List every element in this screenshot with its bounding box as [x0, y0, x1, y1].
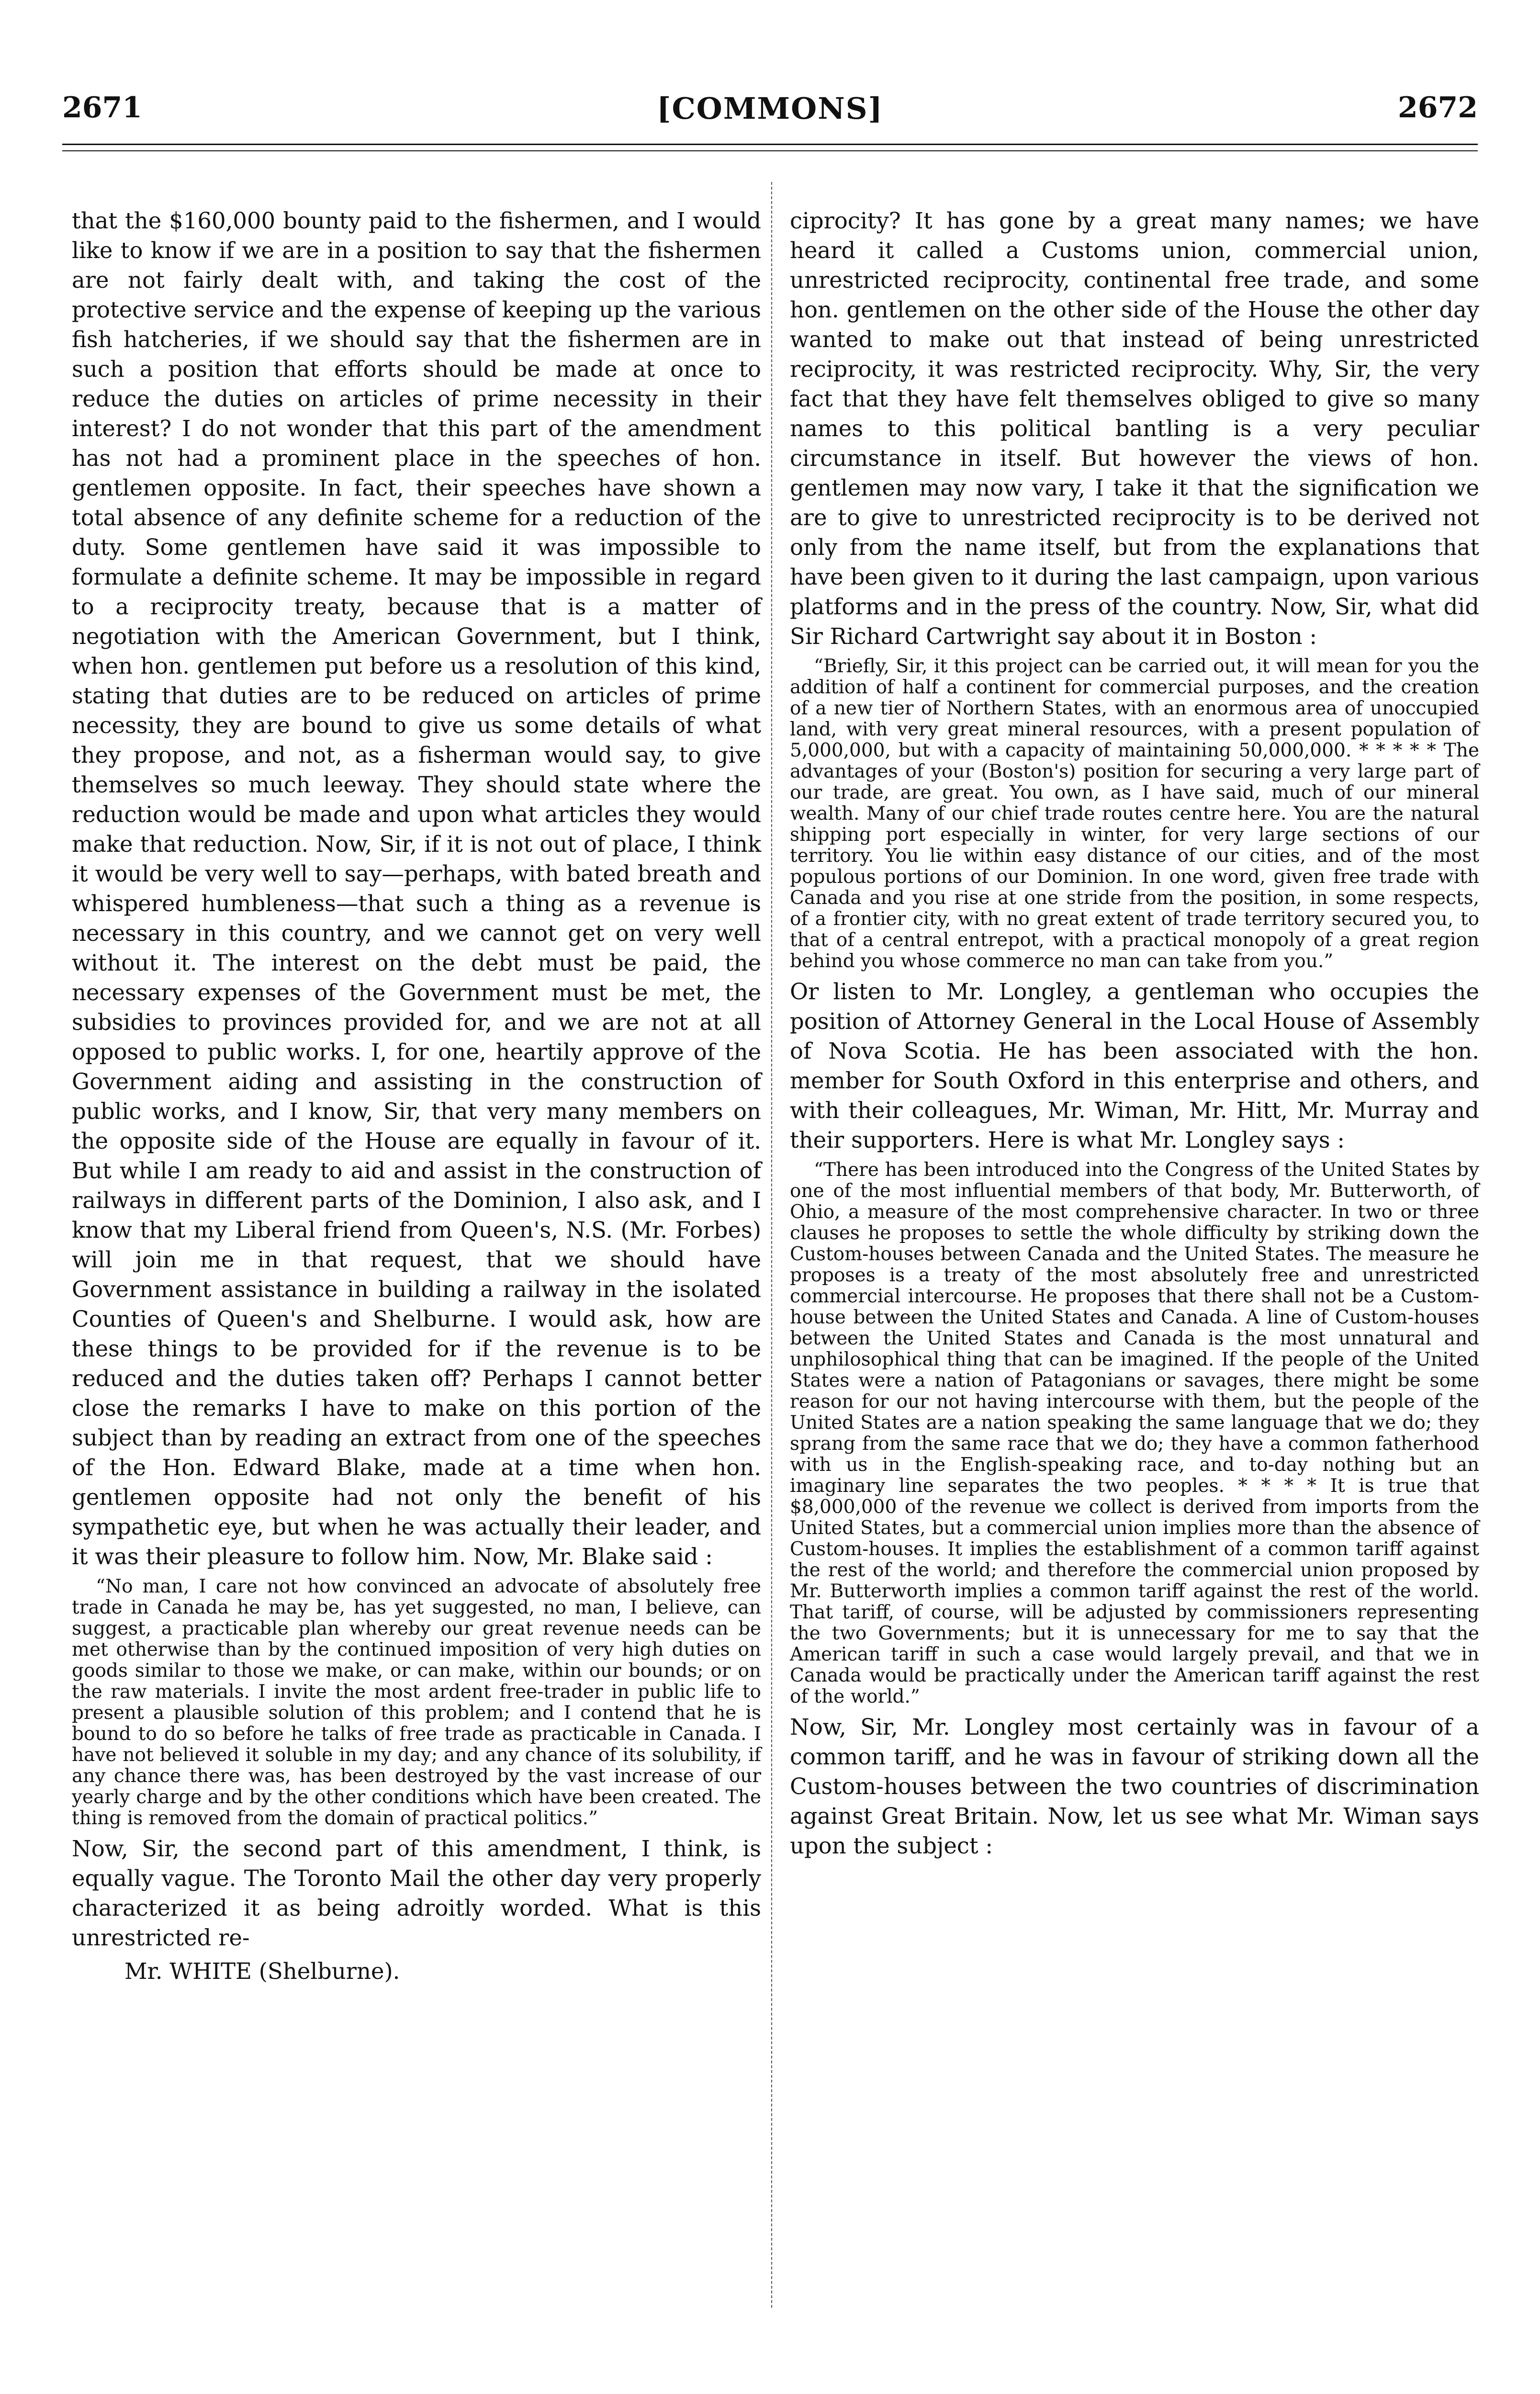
page-number-right: 2672	[1398, 91, 1478, 124]
running-title: [COMMONS]	[657, 91, 883, 126]
page-number-left: 2671	[62, 91, 142, 124]
speaker-footer: Mr. WHITE (Shelburne).	[124, 1958, 400, 1984]
page-header	[62, 91, 1478, 134]
column-divider	[771, 182, 772, 2308]
right-paragraph-2: Or listen to Mr. Longley, a gentleman who occupies the position of Attorney General in the Local House of Assembly of Nova Scotia. He has been associated with the hon. member for South Oxford in this enterprise and others, and with their colleagues, Mr. Wiman, Mr. Hitt, Mr. Murray and their supporters. Here is what Mr. Longley says :	[790, 979, 1479, 1153]
left-paragraph-2: Now, Sir, the second part of this amendment, I think, is equally vague. The Toronto Mail the other day very properly characterized it as being adroitly worded. What is this unrestricted re-	[72, 1836, 761, 1951]
header-rule-bottom	[62, 150, 1478, 151]
cartwright-quotation: “Briefly, Sir, it this project can be carried out, it will mean for you the addition of half a continent for commercial purposes, and the creation of a new tier of Northern States, with an enormous area of unoccupied land, with very great mineral resources, with a present population of 5,000,000, but with a capacity of maintaining 50,000,000. * * * * * The advantages of your (Boston's) position for securing a very large part of our trade, are great. You own, as I have said, much of our mineral wealth. Many of our chief trade routes centre here. You are the natural shipping port especially in winter, for very large sections of our territory. You lie within easy distance of our cities, and of the most populous portions of our Dominion. In one word, given free trade with Canada and you rise at one stride from the position, in some respects, of a frontier city, with no great extent of trade territory secured you, to that of a central entrepot, with a practical monopoly of a great region behind you whose commerce no man can take from you.”	[790, 655, 1479, 972]
right-paragraph-3: Now, Sir, Mr. Longley most certainly was in favour of a common tariff, and he was in favour of striking down all the Custom-houses between the two countries of discrimination against Great Britain. Now, let us see what Mr. Wiman says upon the subject :	[790, 1714, 1479, 1859]
right-column	[790, 206, 1479, 1861]
blake-quotation: “No man, I care not how convinced an advocate of absolutely free trade in Canada he may be, has yet suggested, no man, I believe, can suggest, a practicable plan whereby our great revenue needs can be met otherwise than by the continued imposition of very high duties on goods similar to those we make, or can make, within our bounds; or on the raw materials. I invite the most ardent free-trader in public life to present a plausible solution of this problem; and I contend that he is bound to do so before he talks of free trade as practicable in Canada. I have not believed it soluble in my day; and any chance of its solubility, if any chance there was, has been destroyed by the vast increase of our yearly charge and by the other conditions which have been created. The thing is removed from the domain of practical politics.”	[72, 1576, 761, 1829]
left-paragraph-1: that the $160,000 bounty paid to the fishermen, and I would like to know if we are in a position to say that the fishermen are not fairly dealt with, and taking the cost of the protective service and the expense of keeping up the various fish hatcheries, if we should say that the fishermen are in such a position that efforts should be made at once to reduce the duties on articles of prime necessity in their interest? I do not wonder that this part of the amendment has not had a prominent place in the speeches of hon. gentlemen opposite. In fact, their speeches have shown a total absence of any definite scheme for a reduction of the duty. Some gentlemen have said it was impossible to formulate a definite scheme. It may be impossible in regard to a reciprocity treaty, because that is a matter of negotiation with the American Government, but I think, when hon. gentlemen put before us a resolution of this kind, stating that duties are to be reduced on articles of prime necessity, they are bound to give us some details of what they propose, and not, as a fisherman would say, to give themselves so much leeway. They should state where the reduction would be made and upon what articles they would make that reduction. Now, Sir, if it is not out of place, I think it would be very well to say—perhaps, with bated breath and whispered humbleness—that such a thing as a revenue is necessary in this country, and we cannot get on very well without it. The interest on the debt must be paid, the necessary expenses of the Government must be met, the subsidies to provinces provided for, and we are not at all opposed to public works. I, for one, heartily approve of the Government aiding and assisting in the construction of public works, and I know, Sir, that very many members on the opposite side of the House are equally in favour of it. But while I am ready to aid and assist in the construction of railways in different parts of the Dominion, I also ask, and I know that my Liberal friend from Queen's, N.S. (Mr. Forbes) will join me in that request, that we should have Government assistance in building a railway in the isolated Counties of Queen's and Shelburne. I would ask, how are these things to be provided for if the revenue is to be reduced and the duties taken off? Perhaps I cannot better close the remarks I have to make on this portion of the subject than by reading an extract from one of the speeches of the Hon. Edward Blake, made at a time when hon. gentlemen opposite had not only the benefit of his sympathetic eye, but when he was actually their leader, and it was their pleasure to follow him. Now, Mr. Blake said :	[72, 208, 761, 1570]
right-paragraph-1: ciprocity? It has gone by a great many names; we have heard it called a Customs union, commercial union, unrestricted reciprocity, continental free trade, and some hon. gentlemen on the other side of the House the other day wanted to make out that instead of being unrestricted reciprocity, it was restricted reciprocity. Why, Sir, the very fact that they have felt themselves obliged to give so many names to this political bantling is a very peculiar circumstance in itself. But however the views of hon. gentlemen may now vary, I take it that the signification we are to give to unrestricted reciprocity is to be derived not only from the name itself, but from the explanations that have been given to it during the last campaign, upon various platforms and in the press of the country. Now, Sir, what did Sir Richard Cartwright say about it in Boston :	[790, 208, 1479, 649]
header-rule-top	[62, 144, 1478, 145]
left-column	[72, 206, 761, 1986]
longley-quotation: “There has been introduced into the Congress of the United States by one of the most influential members of that body, Mr. Butterworth, of Ohio, a measure of the most comprehensive character. In two or three clauses he proposes to settle the whole difficulty by striking down the Custom-houses between Canada and the United States. The measure he proposes is a treaty of the most absolutely free and unrestricted commercial intercourse. He proposes that there shall not be a Custom-house between the United States and Canada. A line of Custom-houses between the United States and Canada is the most unnatural and unphilosophical thing that can be imagined. If the people of the United States were a nation of Patagonians or savages, there might be some reason for our not having intercourse with them, but the people of the United States are a nation speaking the same language that we do; they sprang from the same race that we do; they have a common fatherhood with us in the English-speaking race, and to-day nothing but an imaginary line separates the two peoples. * * * * It is true that $8,000,000 of the revenue we collect is derived from imports from the United States, but a commercial union implies more than the absence of Custom-houses. It implies the establishment of a common tariff against the rest of the world; and therefore the commercial union proposed by Mr. Butterworth implies a common tariff against the rest of the world. That tariff, of course, will be adjusted by commissioners representing the two Governments; but it is unnecessary for me to say that the American tariff in such a case would largely prevail, and that we in Canada would be practically under the American tariff against the rest of the world.”	[790, 1159, 1479, 1707]
